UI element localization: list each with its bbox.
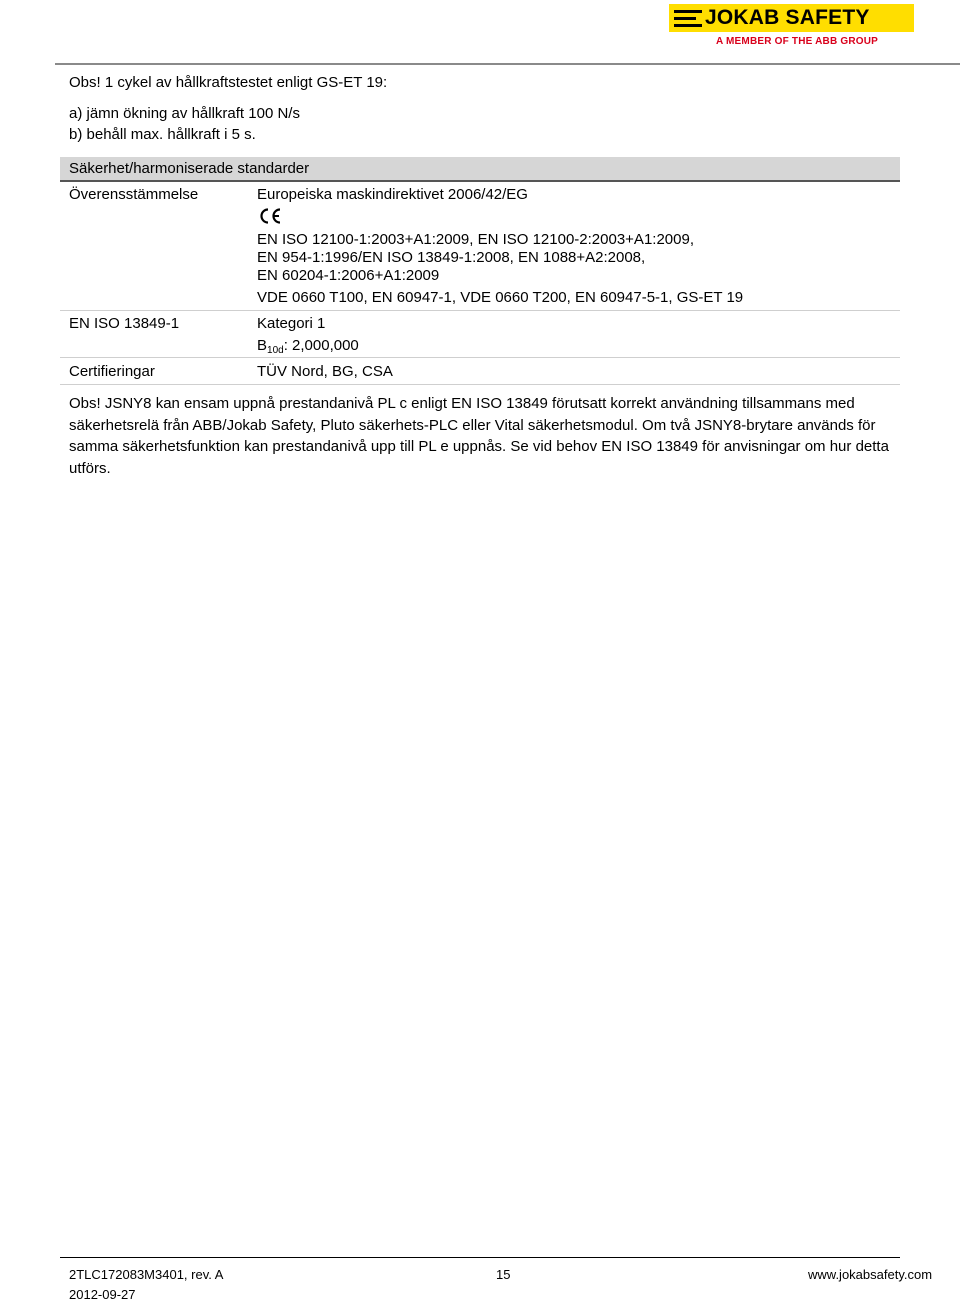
conformity-standards-line-1: EN ISO 12100-1:2003+A1:2009, EN ISO 12100-2:2003+A1:2009, <box>257 231 694 248</box>
note-line-2: a) jämn ökning av hållkraft 100 N/s <box>69 105 300 122</box>
row-divider <box>60 384 900 385</box>
iso13849-b10d <box>257 337 359 355</box>
section-title: Säkerhet/harmoniserade standarder <box>69 160 310 177</box>
row-label-certifications: Certifieringar <box>69 363 155 380</box>
certifications-value: TÜV Nord, BG, CSA <box>257 363 393 380</box>
row-divider <box>60 310 900 311</box>
obs-paragraph: Obs! JSNY8 kan ensam uppnå prestandanivå PL c enligt EN ISO 13849 förutsatt korrekt användning tillsammans med säkerhetsrelä från ABB/Jokab Safety, Pluto säkerhets-PLC eller Vital säkerhetsmodul. Om två JSNY8-brytare används för samma säkerhetsfunktion kan prestandanivå upp till PL e uppnås. Se vid behov EN ISO 13849 för anvisningar om hur detta utförs. <box>69 395 889 477</box>
b10d-subscript: 10d <box>267 345 284 356</box>
conformity-directive: Europeiska maskindirektivet 2006/42/EG <box>257 186 528 203</box>
section-header <box>60 157 900 182</box>
conformity-standards-line-3: EN 60204-1:2006+A1:2009 <box>257 267 440 284</box>
row-divider <box>60 357 900 358</box>
jokab-safety-logo <box>669 4 914 50</box>
b10d-value: : 2,000,000 <box>283 337 359 354</box>
header-divider <box>55 63 960 65</box>
logo-stripes-icon <box>674 10 702 27</box>
logo-subtitle: A MEMBER OF THE ABB GROUP <box>716 36 879 47</box>
row-label-iso13849: EN ISO 13849-1 <box>69 315 180 332</box>
conformity-standards-line-4: VDE 0660 T100, EN 60947-1, VDE 0660 T200, EN 60947-5-1, GS-ET 19 <box>257 289 744 306</box>
note-line-1: Obs! 1 cykel av hållkraftstestet enligt GS-ET 19: <box>69 74 388 91</box>
b10d-symbol: B <box>257 337 268 354</box>
note-line-3: b) behåll max. hållkraft i 5 s. <box>69 126 256 143</box>
iso13849-category: Kategori 1 <box>257 315 326 332</box>
footer-page-number: 15 <box>496 1267 511 1282</box>
footer-website-link[interactable]: www.jokabsafety.com <box>808 1267 933 1282</box>
ce-mark-icon <box>258 208 282 224</box>
row-label-conformity: Överensstämmelse <box>69 186 199 203</box>
footer-doc-id: 2TLC172083M3401, rev. A <box>69 1267 224 1282</box>
conformity-standards-line-2: EN 954-1:1996/EN ISO 13849-1:2008, EN 1088+A2:2008, <box>257 249 646 266</box>
logo-text: JOKAB SAFETY <box>705 6 870 29</box>
footer-date: 2012-09-27 <box>69 1287 136 1302</box>
footer-divider <box>60 1257 900 1258</box>
logo-badge <box>669 4 914 32</box>
